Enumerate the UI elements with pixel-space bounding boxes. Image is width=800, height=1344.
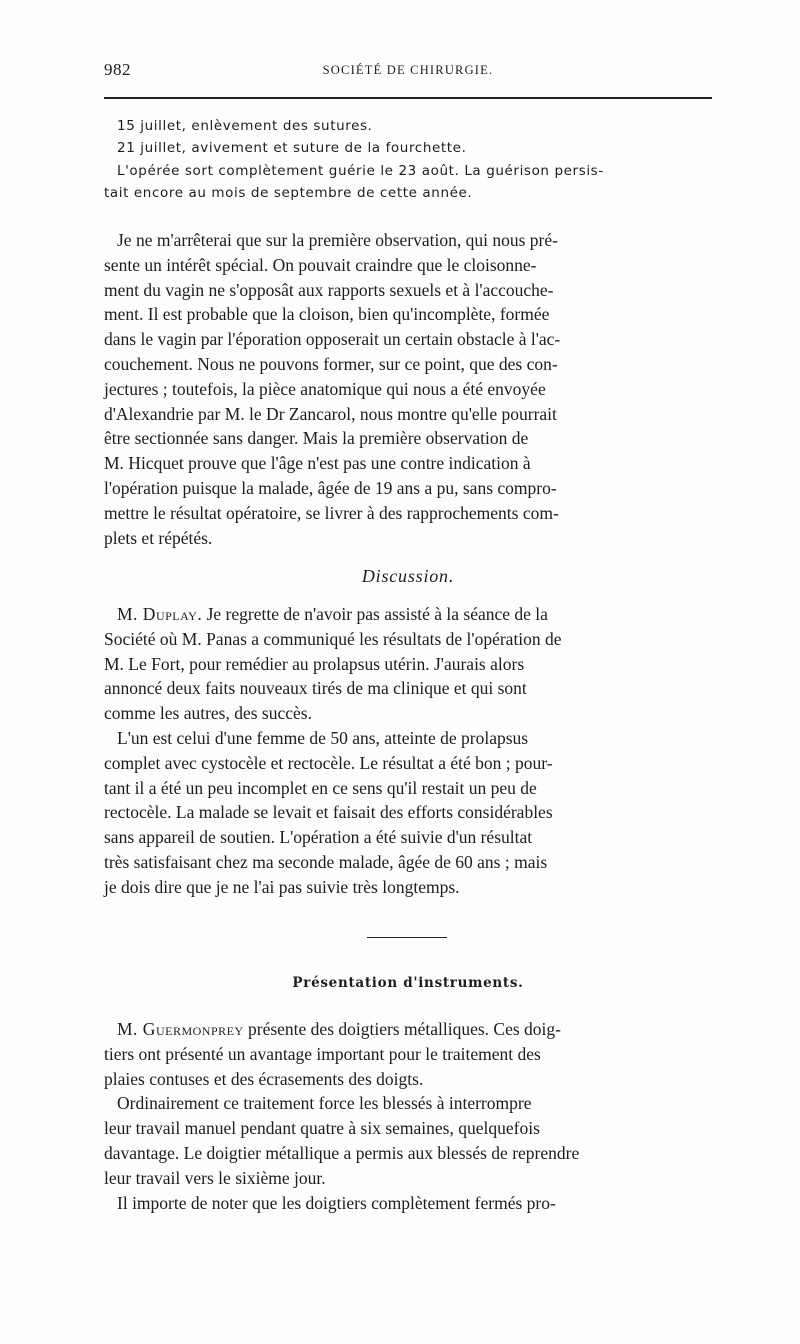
section-divider (367, 937, 447, 938)
text-line: couchement. Nous ne pouvons former, sur ce point, que des con- (104, 353, 558, 374)
text-line: L'un est celui d'une femme de 50 ans, atteinte de prolapsus (117, 727, 529, 748)
text-line: l'opération puisque la malade, âgée de 19 ans a pu, sans compro- (104, 477, 557, 498)
text-line: d'Alexandrie par M. le Dr Zancarol, nous montre qu'elle pourrait (104, 403, 557, 424)
text-line: leur travail vers le sixième jour. (104, 1167, 326, 1188)
note-line: L'opérée sort complètement guérie le 23 août. La guérison persis- (117, 162, 604, 179)
note-line: tait encore au mois de septembre de cette année. (104, 184, 473, 201)
header-rule (104, 97, 712, 99)
discussion-text (104, 602, 712, 900)
text-line: sente un intérêt spécial. On pouvait craindre que le cloisonne- (104, 254, 537, 275)
text-line: rectocèle. La malade se levait et faisait des efforts considérables (104, 802, 553, 823)
running-head: SOCIÉTÉ DE CHIRURGIE. (322, 63, 494, 77)
text-line: plaies contuses et des écrasements des doigts. (104, 1068, 424, 1089)
page-number: 982 (104, 60, 131, 79)
text-line: Il importe de noter que les doigtiers complètement fermés pro- (117, 1192, 556, 1213)
text-line: leur travail manuel pendant quatre à six semaines, quelquefois (104, 1118, 540, 1139)
text-line: tiers ont présenté un avantage important pour le traitement des (104, 1043, 541, 1064)
text-line: complet avec cystocèle et rectocèle. Le résultat a été bon ; pour- (104, 752, 553, 773)
text-line: très satisfaisant chez ma seconde malade, âgée de 60 ans ; mais (104, 851, 548, 872)
speaker-name: M. Guermonprey (117, 1019, 244, 1039)
note-line: 21 juillet, avivement et suture de la fourchette. (117, 140, 467, 157)
text-line: comme les autres, des succès. (104, 703, 312, 724)
text-line: je dois dire que je ne l'ai pas suivie très longtemps. (104, 876, 460, 897)
text-line: sans appareil de soutien. L'opération a été suivie d'un résultat (104, 827, 533, 848)
paragraph-observation (104, 228, 712, 550)
text-line: dans le vagin par l'époration opposerait un certain obstacle à l'ac- (104, 329, 561, 350)
note-line: 15 juillet, enlèvement des sutures. (117, 118, 373, 134)
text-line: mettre le résultat opératoire, se livrer à des rapprochements com- (104, 502, 559, 523)
clinical-notes (104, 115, 712, 204)
text-line: plets et répétés. (104, 527, 213, 548)
speaker-name: M. Duplay. (117, 604, 203, 624)
page-header (104, 60, 712, 90)
text-line: ment. Il est probable que la cloison, bien qu'incomplète, formée (104, 304, 550, 325)
text-line: présente des doigtiers métalliques. Ces doig- (243, 1019, 561, 1039)
text-line: M. Hicquet prouve que l'âge n'est pas une contre indication à (104, 453, 531, 474)
text-line: jectures ; toutefois, la pièce anatomique qui nous a été envoyée (104, 378, 546, 399)
discussion-heading: Discussion. (361, 566, 455, 586)
section-heading: Présentation d'instruments. (292, 975, 524, 991)
text-line: tant il a été un peu incomplet en ce sens qu'il restait un peu de (104, 777, 537, 798)
text-line: Ordinairement ce traitement force les blessés à interrompre (117, 1093, 532, 1114)
text-line: annoncé deux faits nouveaux tirés de ma clinique et qui sont (104, 678, 527, 699)
text-line: Je regrette de n'avoir pas assisté à la séance de la (202, 604, 548, 624)
presentation-text (104, 1017, 712, 1215)
text-line: être sectionnée sans danger. Mais la première observation de (104, 428, 529, 449)
text-line: Je ne m'arrêterai que sur la première observation, qui nous pré- (117, 230, 558, 250)
text-line: Société où M. Panas a communiqué les résultats de l'opération de (104, 628, 562, 649)
text-line: davantage. Le doigtier métallique a permis aux blessés de reprendre (104, 1142, 580, 1163)
text-line: ment du vagin ne s'opposât aux rapports sexuels et à l'accouche- (104, 279, 554, 300)
text-line: M. Le Fort, pour remédier au prolapsus utérin. J'aurais alors (104, 653, 525, 674)
